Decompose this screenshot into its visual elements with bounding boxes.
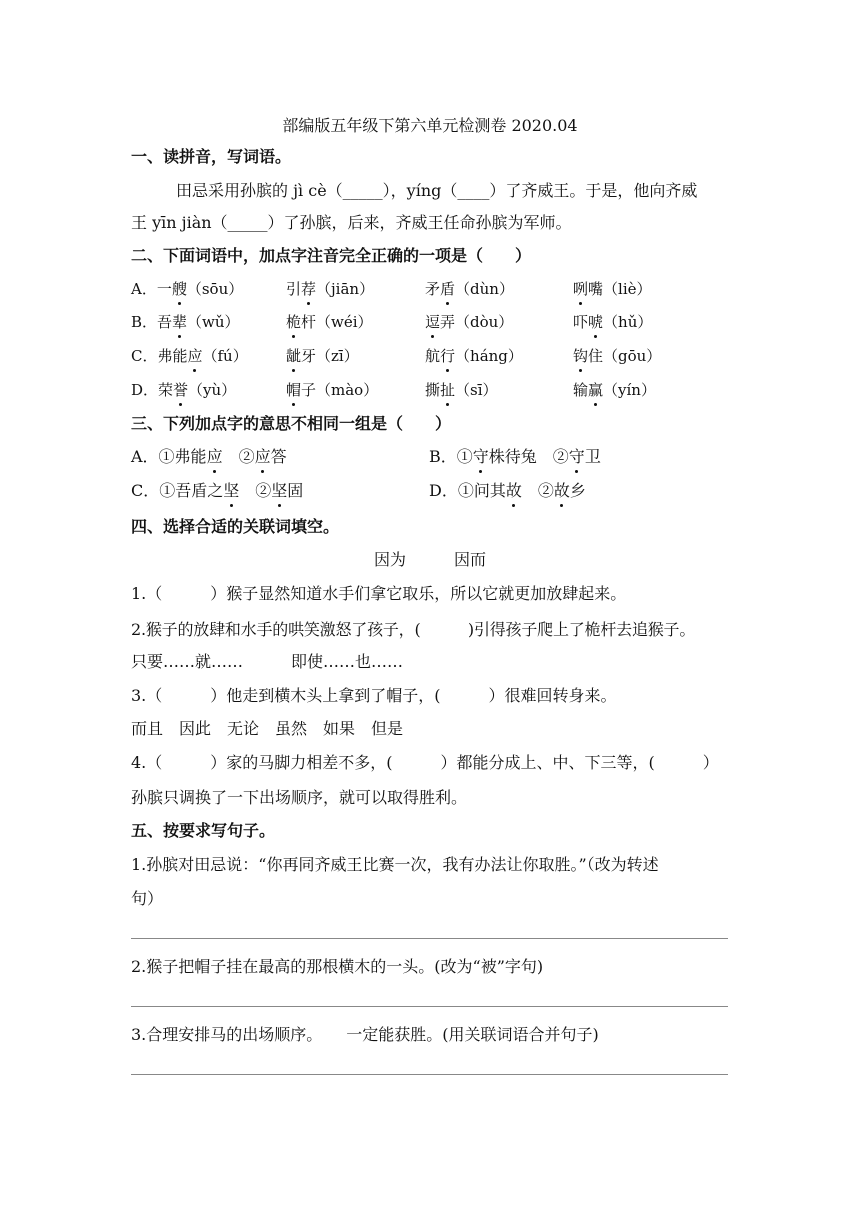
word-suffix: （dùn） bbox=[455, 280, 514, 298]
question-4-2: 2.猴子的放肆和水手的哄笑激怒了孩子，( )引得孩子爬上了桅杆去追猴子。 bbox=[131, 620, 696, 639]
word-suffix: 子（mào） bbox=[301, 381, 379, 399]
word-item bbox=[573, 278, 652, 300]
word-item bbox=[425, 345, 523, 367]
word-suffix: 嘴（liè） bbox=[588, 280, 652, 298]
word-item bbox=[286, 345, 359, 367]
word-suffix: （sōu） bbox=[186, 280, 244, 298]
dotted-char: 誉 bbox=[173, 381, 189, 399]
word-item bbox=[286, 278, 374, 300]
dotted-char: 故 bbox=[553, 481, 570, 500]
word-prefix: B．① bbox=[429, 447, 473, 466]
word-suffix: 固 bbox=[287, 481, 304, 500]
section-1-line-1: 田忌采用孙膑的 jì cè（_____），yíng（____）了齐威王。于是，他向齐威 bbox=[176, 181, 698, 200]
dotted-char: 辈 bbox=[172, 313, 188, 331]
word-item bbox=[573, 379, 656, 401]
answer-line-3[interactable] bbox=[131, 1074, 728, 1075]
word-prefix: D．①问其 bbox=[429, 481, 506, 500]
word-prefix: A．一 bbox=[131, 280, 172, 298]
word-item bbox=[429, 480, 586, 502]
section-5-heading: 五、按要求写句子。 bbox=[131, 821, 276, 840]
word-suffix: （hǔ） bbox=[603, 313, 653, 331]
word-suffix: 住（gōu） bbox=[588, 347, 662, 365]
word-item bbox=[131, 446, 287, 468]
dotted-char: 咧 bbox=[573, 280, 589, 298]
word-suffix: 卫 bbox=[584, 447, 601, 466]
word-prefix: A．①弗能 bbox=[131, 447, 207, 466]
word-prefix: B．吾 bbox=[131, 313, 173, 331]
question-5-3: 3.合理安排马的出场顺序。 一定能获胜。(用关联词语合并句子) bbox=[131, 1025, 599, 1044]
word-item bbox=[286, 311, 373, 333]
word-item bbox=[425, 311, 513, 333]
word-suffix: （fú） bbox=[202, 347, 248, 365]
word-prefix: 输 bbox=[573, 381, 589, 399]
dotted-char: 应 bbox=[254, 447, 271, 466]
dotted-char: 守 bbox=[472, 447, 489, 466]
word-prefix: 航 bbox=[425, 347, 441, 365]
word-item bbox=[131, 278, 243, 300]
question-5-1-line-2: 句） bbox=[131, 889, 164, 908]
word-prefix: C．弗能 bbox=[131, 347, 188, 365]
dotted-char: 桅 bbox=[286, 313, 302, 331]
dotted-char: 荐 bbox=[301, 280, 317, 298]
word-item bbox=[429, 446, 601, 468]
dotted-char: 艘 bbox=[171, 280, 187, 298]
section-2-heading: 二、下面词语中，加点字注音完全正确的一项是（ ） bbox=[131, 246, 532, 265]
page-title: 部编版五年级下第六单元检测卷 2020.04 bbox=[282, 116, 578, 135]
dotted-char: 扯 bbox=[440, 381, 456, 399]
section-3-heading: 三、下列加点字的意思不相同一组是（ ） bbox=[131, 414, 452, 433]
dotted-char: 行 bbox=[440, 347, 456, 365]
word-item bbox=[131, 379, 236, 401]
word-middle: ② bbox=[239, 481, 272, 500]
word-suffix: 牙（zī） bbox=[301, 347, 359, 365]
word-item bbox=[131, 311, 240, 333]
section-1-heading: 一、读拼音，写词语。 bbox=[131, 147, 292, 166]
word-item bbox=[286, 379, 378, 401]
word-suffix: 弄（dòu） bbox=[440, 313, 514, 331]
question-4-1: 1.（ ）猴子显然知道水手们拿它取乐，所以它就更加放肆起来。 bbox=[131, 584, 627, 603]
section-4-heading: 四、选择合适的关联词填空。 bbox=[131, 517, 340, 536]
answer-line-2[interactable] bbox=[131, 1006, 728, 1007]
connective-words-3: 而且 因此 无论 虽然 如果 但是 bbox=[131, 719, 404, 738]
dotted-char: 唬 bbox=[588, 313, 604, 331]
question-4-4-line-1: 4.（ ）家的马脚力相差不多，( ）都能分成上、中、下三等，( ） bbox=[131, 753, 719, 772]
dotted-char: 应 bbox=[206, 447, 223, 466]
connective-words-1: 因为 因而 bbox=[373, 550, 486, 569]
word-item bbox=[131, 345, 248, 367]
word-suffix: （wǔ） bbox=[187, 313, 240, 331]
dotted-char: 坚 bbox=[271, 481, 288, 500]
word-item bbox=[573, 311, 652, 333]
word-item bbox=[573, 345, 661, 367]
dotted-char: 帽 bbox=[286, 381, 302, 399]
word-prefix: 吓 bbox=[573, 313, 589, 331]
word-item bbox=[425, 278, 514, 300]
word-suffix: （háng） bbox=[455, 347, 523, 365]
word-suffix: 杆（wéi） bbox=[301, 313, 373, 331]
dotted-char: 钩 bbox=[573, 347, 589, 365]
dotted-char: 故 bbox=[505, 481, 522, 500]
dotted-char: 龇 bbox=[286, 347, 302, 365]
question-4-4-line-2: 孙膑只调换了一下出场顺序，就可以取得胜利。 bbox=[131, 788, 468, 807]
dotted-char: 盾 bbox=[440, 280, 456, 298]
dotted-char: 应 bbox=[187, 347, 203, 365]
word-middle: ② bbox=[521, 481, 554, 500]
word-suffix: （yín） bbox=[603, 381, 656, 399]
word-prefix: C．①吾盾之 bbox=[131, 481, 224, 500]
word-prefix: 撕 bbox=[425, 381, 441, 399]
word-suffix: （yù） bbox=[188, 381, 237, 399]
dotted-char: 坚 bbox=[223, 481, 240, 500]
word-suffix: （jiān） bbox=[316, 280, 375, 298]
word-suffix: 答 bbox=[270, 447, 287, 466]
word-suffix: （sī） bbox=[455, 381, 498, 399]
word-item bbox=[131, 480, 303, 502]
word-item bbox=[425, 379, 498, 401]
dotted-char: 守 bbox=[568, 447, 585, 466]
question-4-3: 3.（ ）他走到横木头上拿到了帽子，( ）很难回转身来。 bbox=[131, 686, 617, 705]
dotted-char: 赢 bbox=[588, 381, 604, 399]
word-prefix: D．荣 bbox=[131, 381, 174, 399]
word-prefix: 矛 bbox=[425, 280, 441, 298]
question-5-2: 2.猴子把帽子挂在最高的那根横木的一头。(改为“被”字句) bbox=[131, 957, 544, 976]
dotted-char: 逗 bbox=[425, 313, 441, 331]
word-prefix: 引 bbox=[286, 280, 302, 298]
word-suffix: 乡 bbox=[569, 481, 586, 500]
answer-line-1[interactable] bbox=[131, 938, 728, 939]
word-middle: ② bbox=[222, 447, 255, 466]
question-5-1-line-1: 1.孙膑对田忌说：“你再同齐威王比赛一次，我有办法让你取胜。”（改为转述 bbox=[131, 855, 659, 874]
connective-words-2: 只要……就…… 即使……也…… bbox=[131, 652, 404, 671]
word-middle: 株待兔 ② bbox=[488, 447, 569, 466]
section-1-line-2: 王 yīn jiàn（_____）了孙膑，后来，齐威王任命孙膑为军师。 bbox=[131, 213, 572, 232]
